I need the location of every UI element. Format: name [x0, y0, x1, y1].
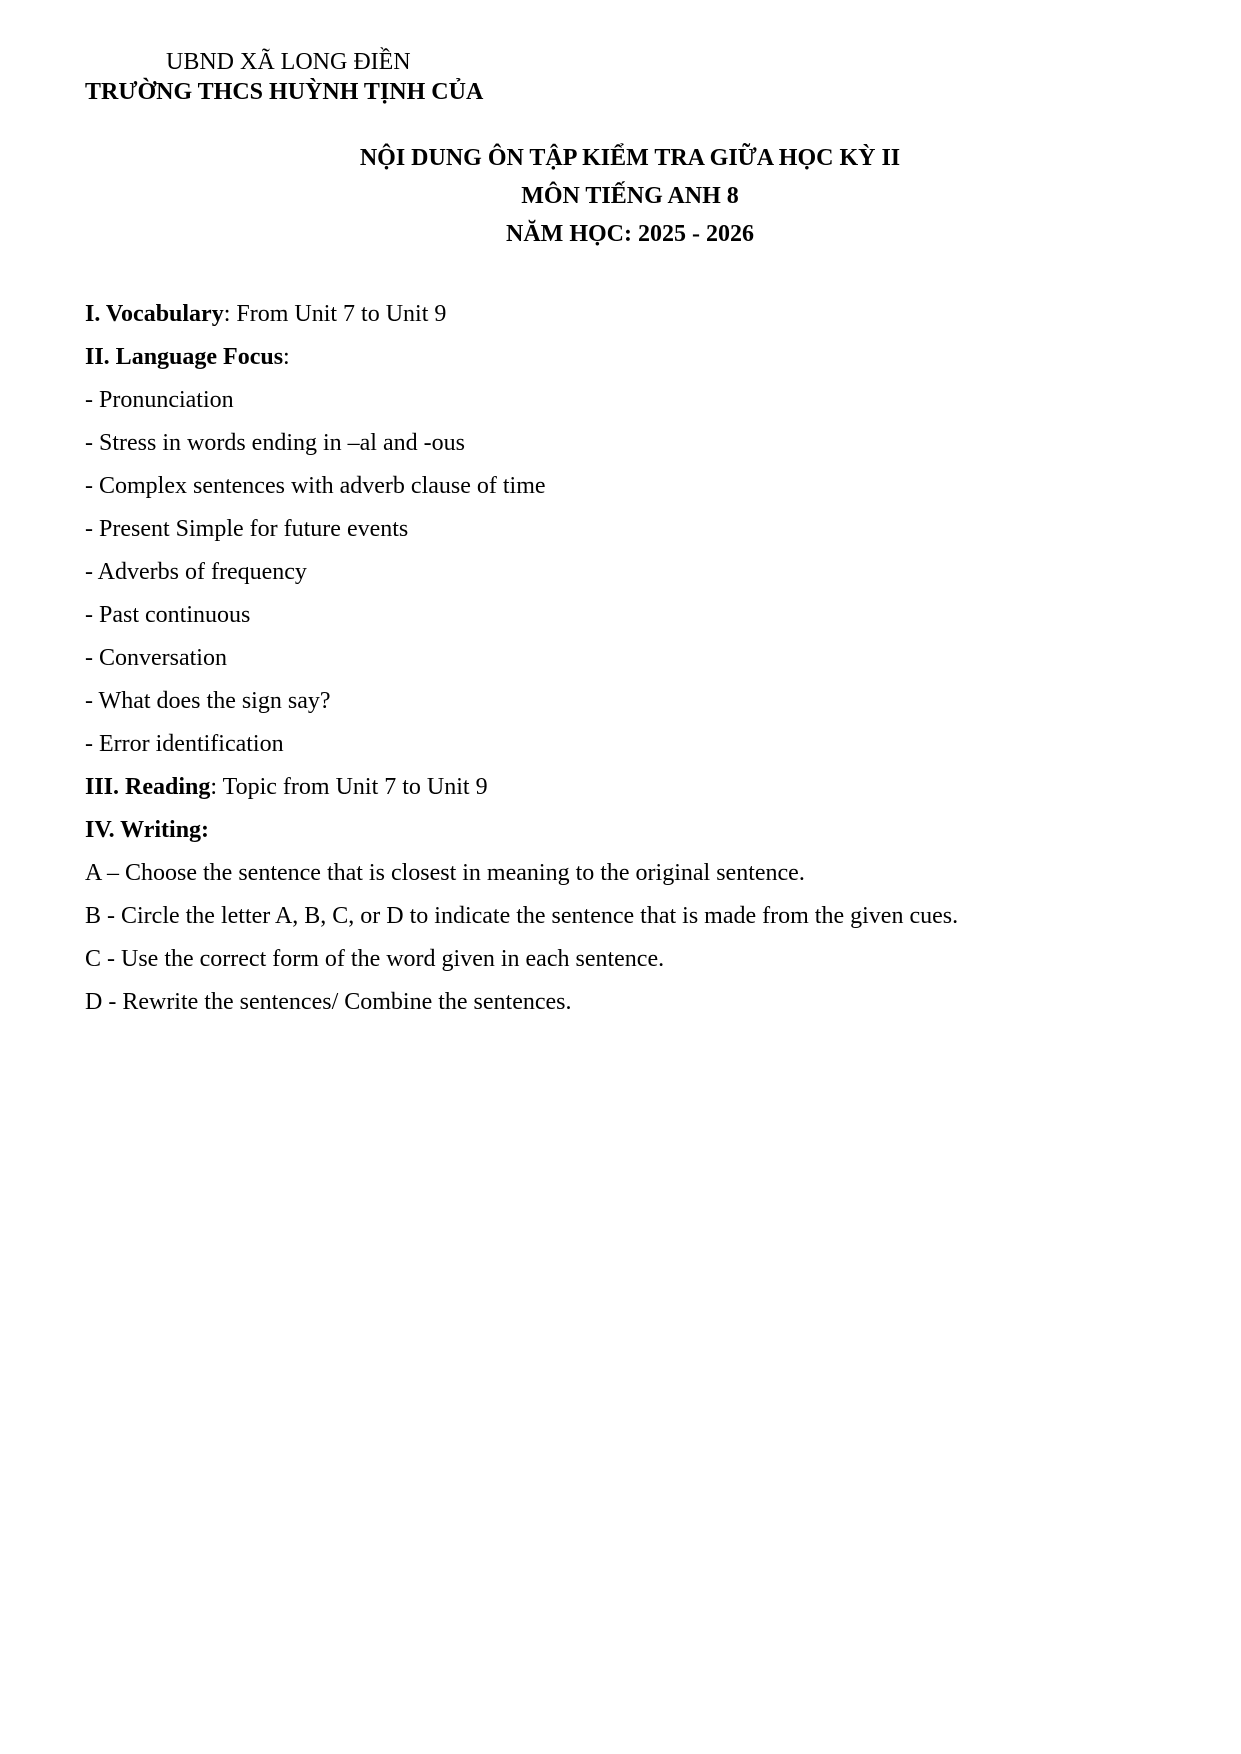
section-heading: II. Language Focus — [85, 344, 284, 370]
title-line-1: NỘI DUNG ÔN TẬP KIỂM TRA GIỮA HỌC KỲ II — [359, 145, 901, 171]
authority-name: UBND XÃ LONG ĐIỀN — [166, 49, 411, 75]
list-item: - Error identification — [85, 731, 284, 757]
title-line-2: MÔN TIẾNG ANH 8 — [521, 183, 739, 209]
section-heading: I. Vocabulary — [85, 301, 224, 327]
review-content — [85, 293, 1185, 1024]
section-text: : — [283, 344, 290, 370]
section-reading — [85, 766, 1185, 809]
list-item: D - Rewrite the sentences/ Combine the sentences. — [85, 989, 572, 1015]
document-title — [330, 139, 930, 253]
list-item: - Pronunciation — [85, 387, 234, 413]
school-name: TRƯỜNG THCS HUỲNH TỊNH CỦA — [85, 79, 484, 105]
list-item: - Complex sentences with adverb clause of time — [85, 473, 546, 499]
list-item: B - Circle the letter A, B, C, or D to indicate the sentence that is made from the given cues. — [85, 903, 959, 929]
title-line-3: NĂM HỌC: 2025 - 2026 — [506, 221, 754, 247]
list-item: A – Choose the sentence that is closest in meaning to the original sentence. — [85, 860, 805, 886]
list-item: - Conversation — [85, 645, 227, 671]
list-item: C - Use the correct form of the word given in each sentence. — [85, 946, 665, 972]
section-writing: IV. Writing: — [85, 817, 210, 843]
section-language-focus — [85, 336, 1185, 379]
section-text: : From Unit 7 to Unit 9 — [223, 301, 447, 327]
section-text: : Topic from Unit 7 to Unit 9 — [210, 774, 488, 800]
section-heading: III. Reading — [85, 774, 211, 800]
list-item: - Present Simple for future events — [85, 516, 409, 542]
list-item: - Past continuous — [85, 602, 251, 628]
list-item: - What does the sign say? — [85, 688, 331, 714]
list-item: - Adverbs of frequency — [85, 559, 307, 585]
section-vocabulary — [85, 293, 1185, 336]
list-item: - Stress in words ending in –al and -ous — [85, 430, 465, 456]
